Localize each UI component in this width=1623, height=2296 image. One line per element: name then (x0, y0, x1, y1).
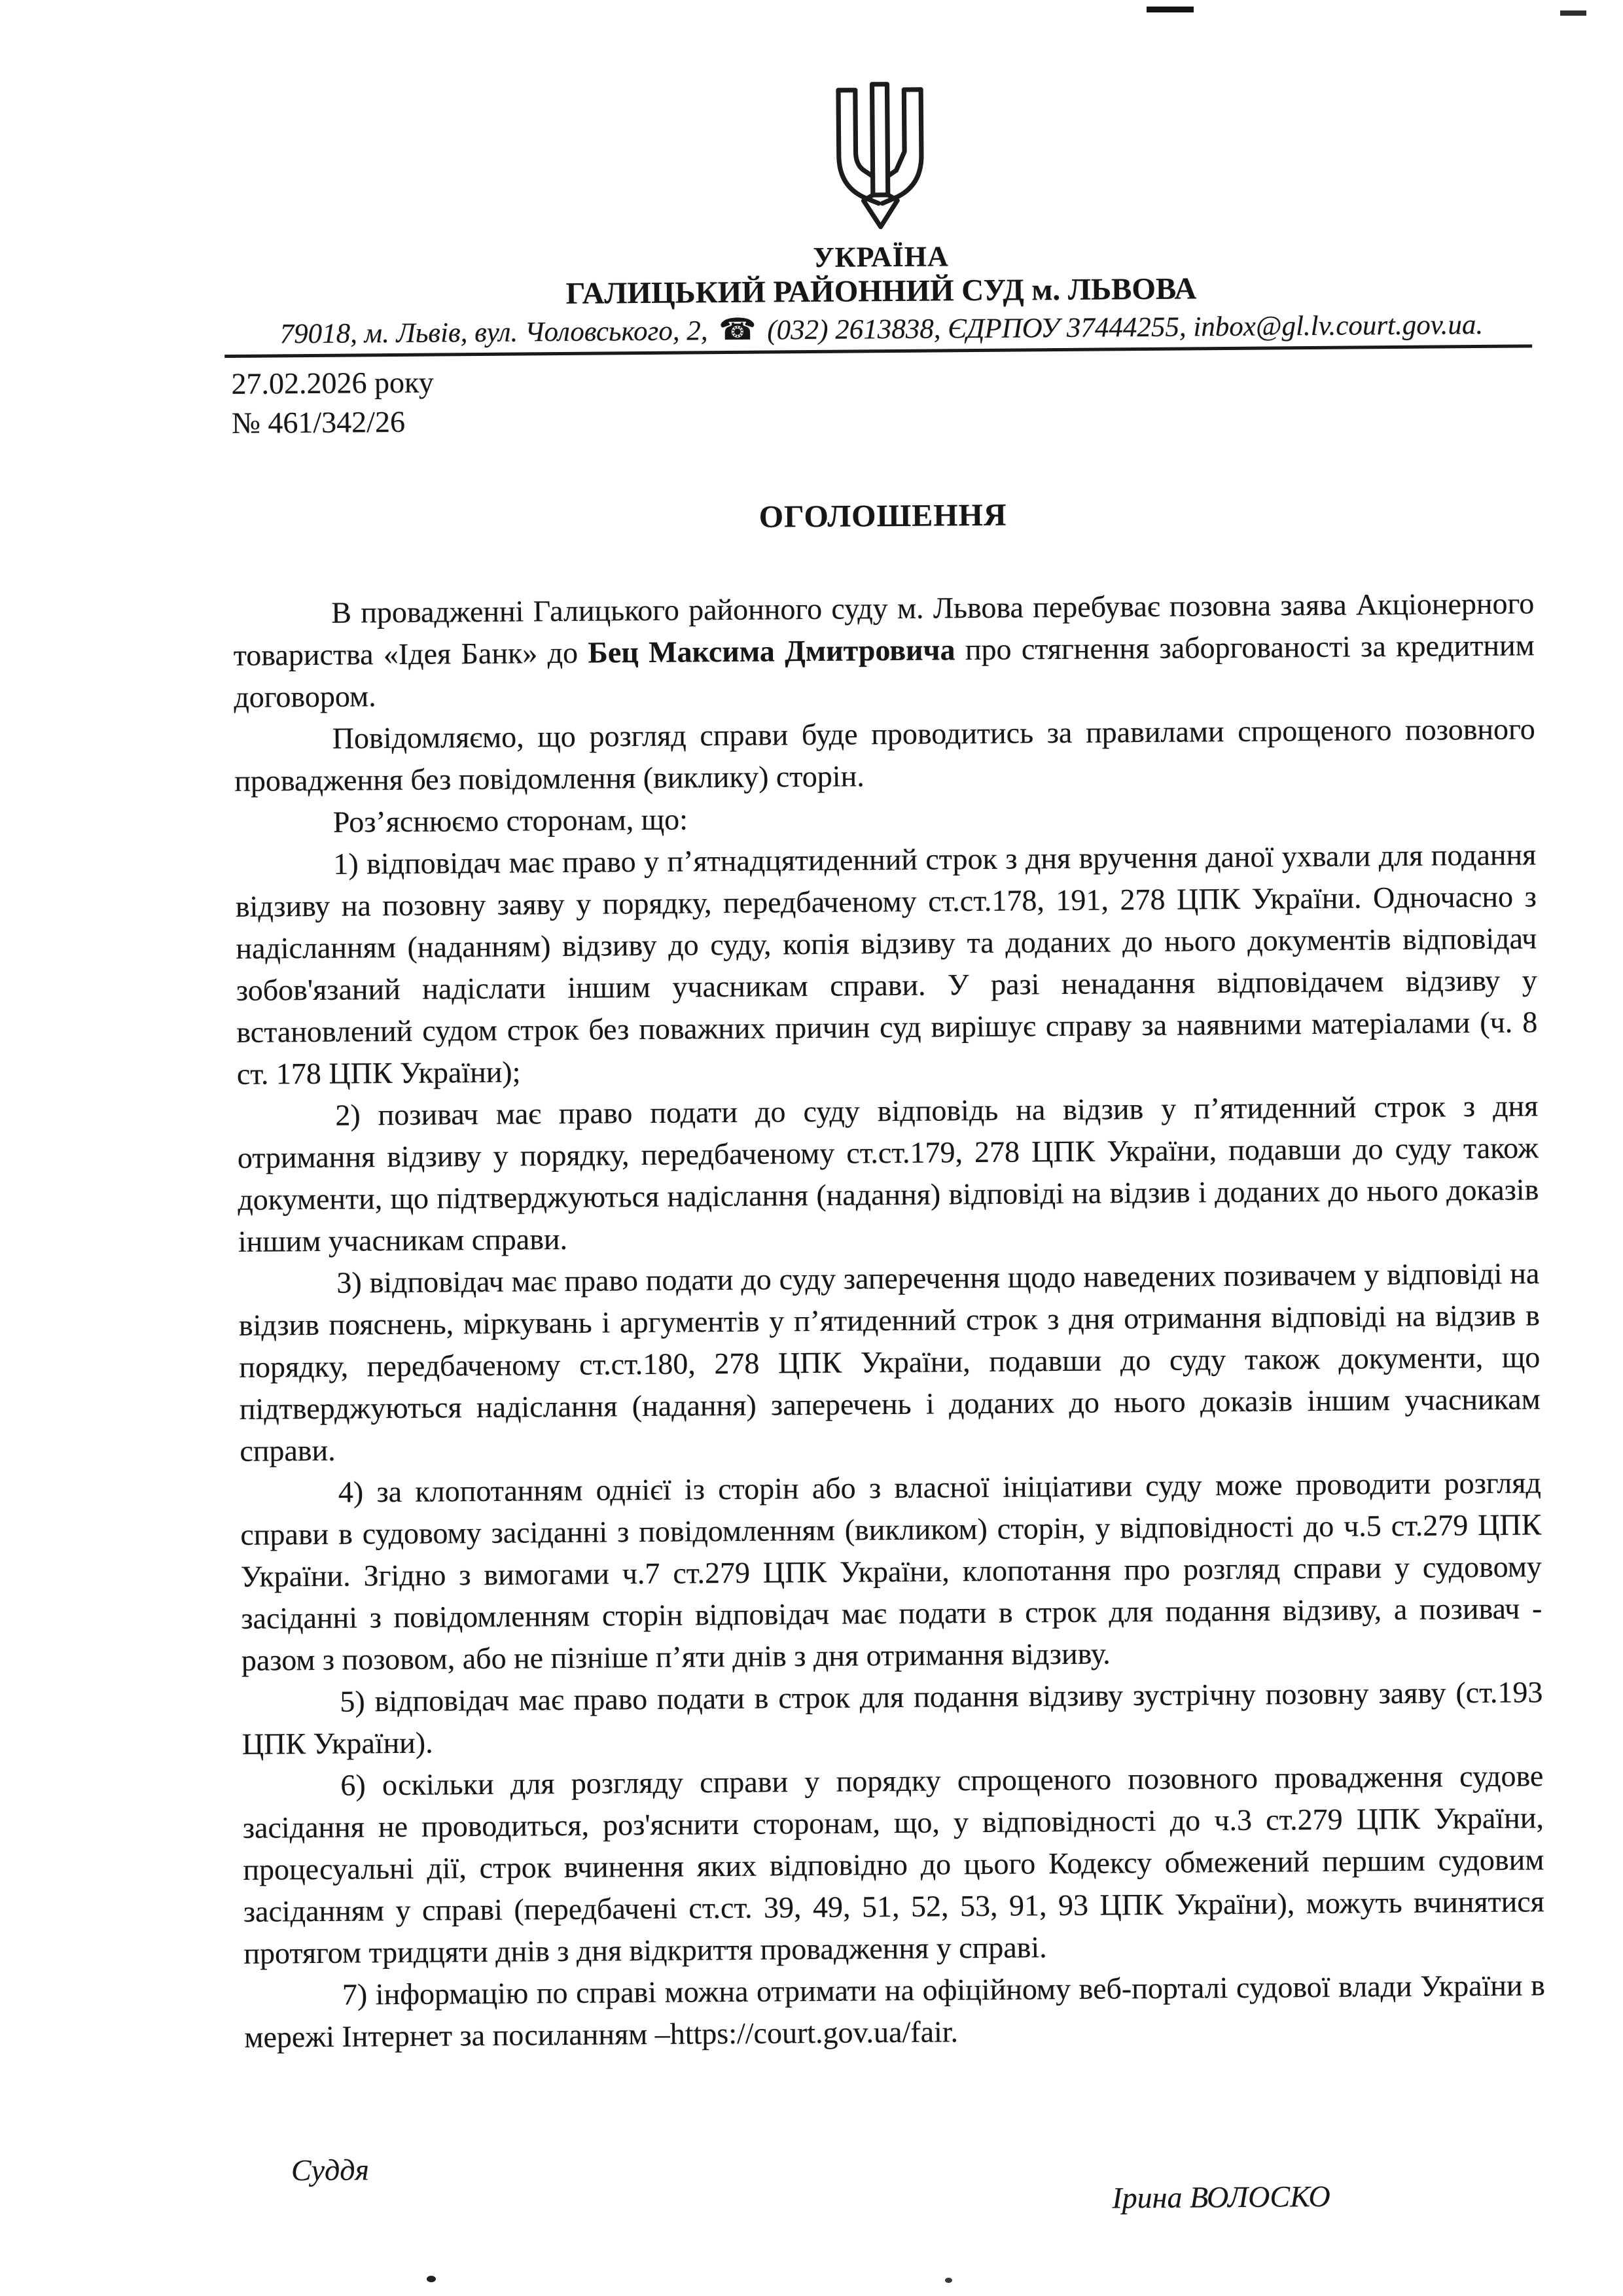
document-date: 27.02.2026 року (231, 365, 434, 400)
paragraph-item-2: 2) позивач має право подати до суду відповідь на відзив у п’ятиденний строк з дня отримання відзиву у порядку, передбаченому ст.ст.179, 278 ЦПК України, подавши до суду також документи, що підтверджуються надіслання (надання) відповіді на відзив і доданих до нього доказів іншим учасникам справи. (237, 1089, 1539, 1258)
court-address-line (231, 306, 1532, 351)
paragraph-item-7: 7) інформацію по справі можна отримати на офіційному веб-порталі судової влади України в мережі Інтернет за посиланням –https://court.gov.ua/fair. (244, 1968, 1546, 2054)
paragraph-item-4: 4) за клопотанням однієї із сторін або з власної ініціативи суду може проводити розгляд справи в судовому засіданні з повідомленням (викликом) сторін, у відповідності до ч.5 ст.279 ЦПК України. Згідно з вимогами ч.7 ст.279 ЦПК України, клопотання про розгляд справи у судовому засіданні з повідомленням сторін відповідач має подати в строк для подання відзиву, а позивач - разом з позовом, або не пізніше п’яти днів з дня отримання відзиву. (240, 1466, 1543, 1677)
case-number: № 461/342/26 (231, 404, 406, 440)
address-part-1: 79018, м. Львів, вул. Чоловського, 2, (279, 315, 708, 350)
paragraph-item-6: 6) оскільки для розгляду справи у порядку спрощеного позовного провадження судове засідання не проводиться, роз'яснити сторонам, що, у відповідності до ч.3 ст.279 ЦПК України, процесуальні дії, строк вчинення яких відповідно до цього Кодексу обмежений першим судовим засіданням у справі (передбачені ст.ст. 39, 49, 51, 52, 53, 91, 93 ЦПК України), можуть вчинятися протягом тридцяти днів з дня відкриття провадження у справі. (242, 1759, 1545, 1970)
defendant-name: Бец Максима Дмитровича (588, 633, 955, 669)
intro-text-pre: В провадженні Галицького районного суду м. Львова перебуває позовна заява Акціонерного товариства «Ідея Банк» до (233, 586, 1535, 672)
address-part-2: (032) 2613838, ЄДРПОУ 37444255, inbox@gl.lv.court.gov.ua. (767, 309, 1484, 346)
paragraph: Роз’яснюємо сторонам, що: (332, 802, 688, 839)
intro-text-post: про стягнення заборгованості за кредитним договором. (234, 628, 1535, 714)
scan-artifact (945, 2278, 952, 2283)
scan-artifact (1560, 10, 1586, 16)
signature-block (245, 2143, 1548, 2296)
scan-artifact (427, 2276, 436, 2282)
document-body (233, 582, 1546, 2058)
signature-label: Суддя (291, 2153, 370, 2187)
court-name: ГАЛИЦЬКИЙ РАЙОННИЙ СУД м. ЛЬВОВА (565, 272, 1197, 311)
paragraph-item-1: 1) відповідач має право у п’ятнадцятиденний строк з дня вручення даної ухвали для подання відзиву на позовну заяву у порядку, передбаченому ст.ст.178, 191, 278 ЦПК України. Одночасно з надісланням (наданням) відзиву до суду, копія відзиву та доданих до нього документів відповідач зобов'язаний надіслати іншим учасникам справи. У разі ненадання відповідачем відзиву у встановлений судом строк без поважних причин суд вирішує справу за наявними матеріалами (ч. 8 ст. 178 ЦПК України); (235, 838, 1538, 1091)
document-title: ОГОЛОШЕННЯ (758, 497, 1007, 535)
paragraph-item-5: 5) відповідач має право подати в строк для подання відзиву зустрічну позовну заяву (ст.193 ЦПК України). (241, 1675, 1543, 1761)
paragraph: Повідомляємо, що розгляд справи буде проводитись за правилами спрощеного позовного провадження без повідомлення (виклику) сторін. (234, 712, 1535, 798)
paragraph-item-3: 3) відповідач має право подати до суду заперечення щодо наведених позивачем у відповіді на відзив пояснень, міркувань і аргументів у п’ятиденний строк з дня отримання відповіді на відзив в порядку, передбаченому ст.ст.180, 278 ЦПК України, подавши до суду також документи, що підтверджуються надіслання (надання) заперечень і доданих до нього доказів іншим учасникам справи. (238, 1256, 1541, 1468)
ukraine-trident-emblem-icon (823, 76, 937, 239)
country-name: УКРАЇНА (813, 240, 949, 274)
phone-icon: ☎ (719, 312, 757, 346)
letterhead (229, 71, 1532, 351)
judge-name: Ірина ВОЛОСКО (1112, 2179, 1330, 2215)
scan-artifact (1147, 7, 1194, 12)
paragraph-intro (233, 582, 1535, 718)
